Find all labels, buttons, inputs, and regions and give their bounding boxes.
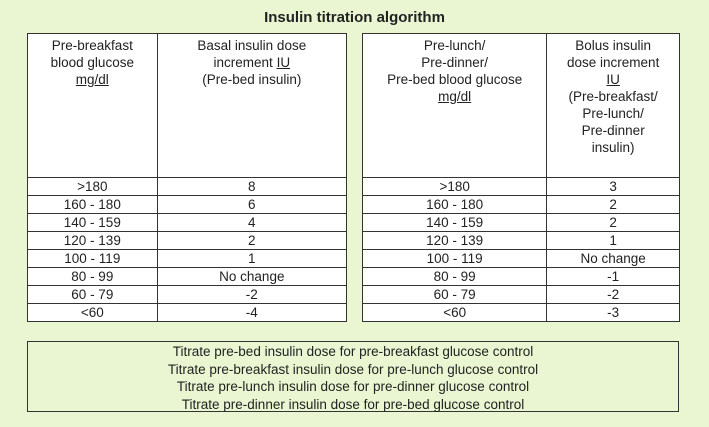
unit-label: IU bbox=[606, 72, 620, 87]
titration-notes-box bbox=[27, 341, 679, 412]
table-header-row bbox=[363, 34, 680, 178]
header-line: Pre-breakfast bbox=[51, 38, 133, 53]
dose-cell: 2 bbox=[157, 232, 346, 250]
dose-cell: 4 bbox=[157, 214, 346, 232]
header-pre-breakfast-glucose bbox=[28, 34, 158, 178]
header-line: Pre-dinner/ bbox=[421, 55, 489, 70]
dose-cell: -4 bbox=[157, 304, 346, 322]
dose-cell: 1 bbox=[157, 250, 346, 268]
glucose-range-cell: 140 - 159 bbox=[363, 214, 547, 232]
glucose-range-cell: 140 - 159 bbox=[28, 214, 158, 232]
dose-cell: 2 bbox=[547, 214, 680, 232]
glucose-range-cell: 160 - 180 bbox=[28, 196, 158, 214]
glucose-range-cell: 100 - 119 bbox=[28, 250, 158, 268]
header-basal-increment bbox=[157, 34, 346, 178]
table-row bbox=[363, 178, 680, 196]
dose-cell: -3 bbox=[547, 304, 680, 322]
glucose-range-cell: 60 - 79 bbox=[28, 286, 158, 304]
dose-cell: 2 bbox=[547, 196, 680, 214]
dose-cell: 1 bbox=[547, 232, 680, 250]
glucose-range-cell: 120 - 139 bbox=[363, 232, 547, 250]
dose-cell: -1 bbox=[547, 268, 680, 286]
table-row bbox=[363, 250, 680, 268]
header-line: increment bbox=[213, 55, 273, 70]
page-title: Insulin titration algorithm bbox=[264, 9, 445, 26]
header-line: Basal insulin dose bbox=[197, 38, 307, 53]
glucose-range-cell: <60 bbox=[363, 304, 547, 322]
table-row bbox=[28, 250, 347, 268]
table-row bbox=[363, 214, 680, 232]
header-line: dose increment bbox=[567, 55, 660, 70]
header-line: Bolus insulin bbox=[575, 38, 652, 53]
header-line: Pre-lunch/ bbox=[423, 38, 486, 53]
glucose-range-cell: 100 - 119 bbox=[363, 250, 547, 268]
table-row bbox=[28, 196, 347, 214]
table-row bbox=[28, 268, 347, 286]
dose-cell: -2 bbox=[547, 286, 680, 304]
dose-cell: No change bbox=[547, 250, 680, 268]
glucose-range-cell: 160 - 180 bbox=[363, 196, 547, 214]
dose-cell: 8 bbox=[157, 178, 346, 196]
header-line: Pre-bed blood glucose bbox=[387, 72, 523, 87]
table-row bbox=[363, 304, 680, 322]
table-row bbox=[363, 232, 680, 250]
table-row bbox=[28, 304, 347, 322]
table-row bbox=[28, 214, 347, 232]
dose-cell: No change bbox=[157, 268, 346, 286]
table-row bbox=[28, 178, 347, 196]
table-row bbox=[28, 286, 347, 304]
header-line: (Pre-bed insulin) bbox=[202, 72, 302, 87]
table-header-row bbox=[28, 34, 347, 178]
unit-label: mg/dl bbox=[438, 89, 472, 104]
table-row bbox=[363, 196, 680, 214]
glucose-range-cell: >180 bbox=[363, 178, 547, 196]
unit-label: mg/dl bbox=[75, 72, 109, 87]
table-row bbox=[363, 268, 680, 286]
table-row bbox=[363, 286, 680, 304]
note-line: Titrate pre-breakfast insulin dose for pre-lunch glucose control bbox=[167, 361, 539, 377]
unit-label: IU bbox=[276, 55, 291, 70]
glucose-range-cell: 120 - 139 bbox=[28, 232, 158, 250]
glucose-range-cell: 80 - 99 bbox=[363, 268, 547, 286]
note-line: Titrate pre-bed insulin dose for pre-breakfast glucose control bbox=[172, 344, 534, 359]
glucose-range-cell: 80 - 99 bbox=[28, 268, 158, 286]
bolus-titration-table bbox=[362, 33, 680, 322]
header-bolus-increment bbox=[547, 34, 680, 178]
glucose-range-cell: <60 bbox=[28, 304, 158, 322]
basal-titration-table bbox=[27, 33, 347, 322]
header-line: Pre-dinner bbox=[581, 123, 645, 138]
header-line: (Pre-breakfast/ bbox=[568, 89, 658, 104]
dose-cell: -2 bbox=[157, 286, 346, 304]
glucose-range-cell: >180 bbox=[28, 178, 158, 196]
header-line: blood glucose bbox=[50, 55, 134, 70]
dose-cell: 6 bbox=[157, 196, 346, 214]
dose-cell: 3 bbox=[547, 178, 680, 196]
glucose-range-cell: 60 - 79 bbox=[363, 286, 547, 304]
note-line: Titrate pre-lunch insulin dose for pre-dinner glucose control bbox=[176, 379, 530, 394]
note-line: Titrate pre-dinner insulin dose for pre-bed glucose control bbox=[181, 396, 525, 412]
table-row bbox=[28, 232, 347, 250]
header-line: insulin) bbox=[591, 140, 635, 155]
header-pre-meal-glucose bbox=[363, 34, 547, 178]
header-line: Pre-lunch/ bbox=[582, 106, 644, 121]
